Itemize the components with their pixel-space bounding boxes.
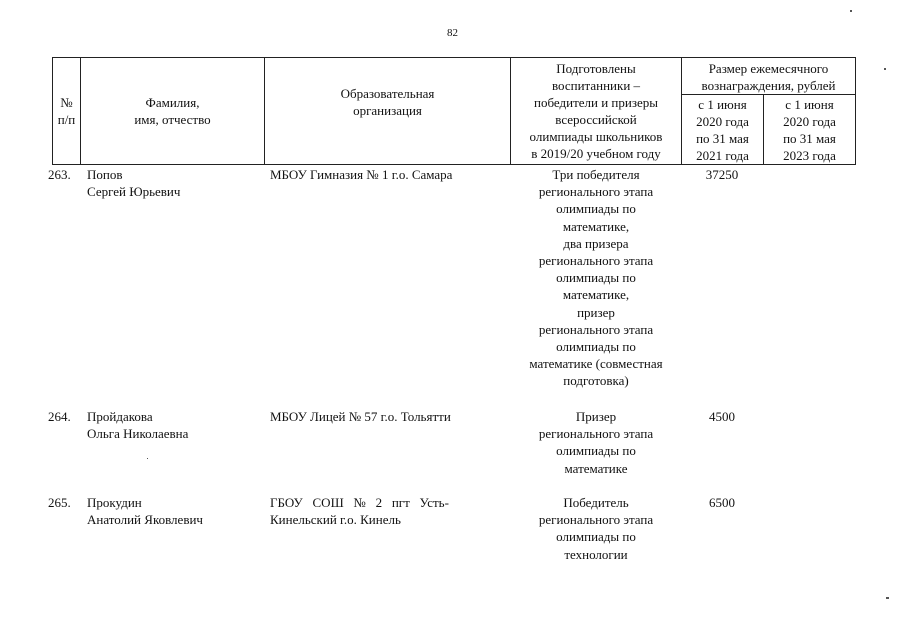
header-period-2021: с 1 июня 2020 года по 31 мая 2021 года [696,97,749,163]
page-number: 82 [447,27,458,39]
scan-speck [886,597,889,599]
row-prepared: Призер регионального этапа олимпиады по математике [538,409,654,476]
row-name: Пройдакова Ольга Николаевна [87,409,189,442]
header-name: Фамилия, имя, отчество [134,95,211,127]
header-reward: Размер ежемесячного вознаграждения, рублей [701,61,836,93]
header-period-2023: с 1 июня 2020 года по 31 мая 2023 года [783,97,836,163]
row-name: Прокудин Анатолий Яковлевич [87,495,203,528]
scan-speck [884,68,886,70]
header-top-border [52,57,856,58]
row-name: Попов Сергей Юрьевич [87,167,181,200]
row-amount-2021: 6500 [709,495,735,510]
header-bottom-border [52,164,856,165]
row-amount-2021: 4500 [709,409,735,424]
scan-speck [147,458,148,459]
row-prepared: Победитель регионального этапа олимпиады по технологии [538,495,654,562]
row-number: 264. [48,409,71,424]
row-organization: МБОУ Гимназия № 1 г.о. Самара [270,167,453,182]
row-organization-line-2: Кинельский г.о. Кинель [270,512,401,527]
header-organization: Образовательная организация [340,86,435,118]
row-number: 263. [48,167,71,182]
reward-subheader-divider [681,94,856,95]
row-amount-2021: 37250 [705,167,739,182]
row-organization: МБОУ Лицей № 57 г.о. Тольятти [270,409,451,424]
row-organization-line-1: ГБОУ СОШ № 2 пгт Усть- [270,495,449,510]
scan-speck [850,10,852,12]
row-prepared: Три победителя регионального этапа олимпиады по математике, два призера регионального этапа олимпиады по математике, призер регионального этапа олимпиады по математике (совместная подготовка) [529,167,663,389]
header-prepared: Подготовлены воспитанники – победители и призеры всероссийской олимпиады школьников в 2019/20 учебном году [529,61,663,161]
row-number: 265. [48,495,71,510]
header-number: № п/п [57,95,76,127]
